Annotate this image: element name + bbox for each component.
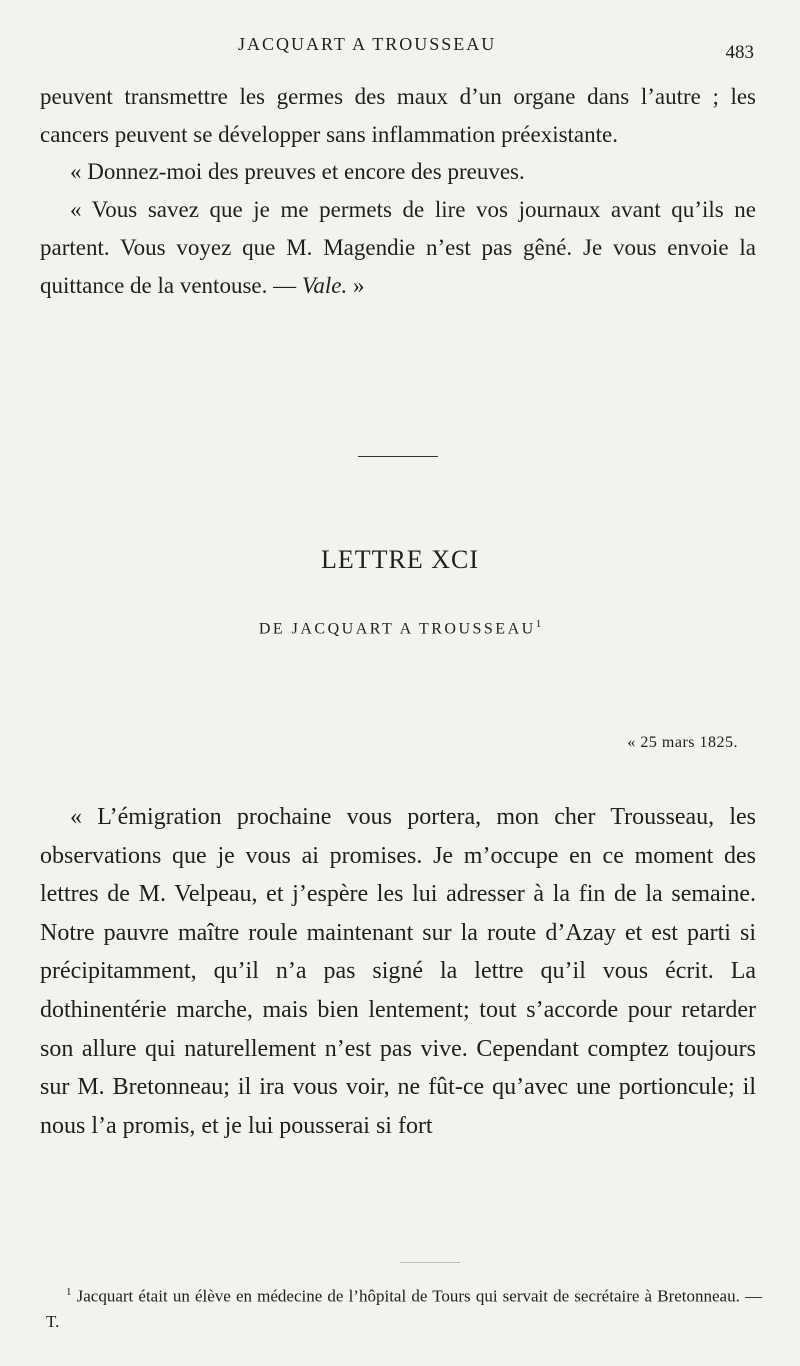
running-head <box>0 34 800 63</box>
footnote <box>46 1280 762 1334</box>
section-separator <box>358 456 438 457</box>
letter-subtitle <box>0 618 800 638</box>
paragraph: « L’émigration prochaine vous portera, mon cher Trousseau, les observations que je vous ai promises. Je m’occupe en ce moment des lettres de M. Velpeau, et j’espère les lui adresser à la fin de la semaine. Notre pauvre maître roule maintenant sur la route d’Azay et est parti si précipitamment, qu’il n’a pas signé la lettre qu’il vous écrit. La dothinentérie marche, mais bien lentement; tout s’accorde pour retarder son allure qui naturellement n’est pas vive. Cependant comptez toujours sur M. Bretonneau; il ira vous voir, ne fût-ce qu’avec une portioncule; il nous l’a promis, et je lui pousserai si fort <box>40 804 756 1139</box>
paragraph <box>40 191 756 304</box>
paragraph-text: « Vous savez que je me permets de lire vos journaux avant qu’ils ne partent. Vous voyez que M. Magendie n’est pas gêné. Je vous envoie la quittance de la ventouse. — <box>40 197 756 298</box>
footnote-text: Jacquart était un élève en médecine de l’hôpital de Tours qui servait de secrétaire à Bretonneau. — T. <box>46 1286 762 1331</box>
footnote-marker: 1 <box>66 1286 72 1298</box>
running-title: JACQUART A TROUSSEAU <box>238 34 497 54</box>
letter-date: « 25 mars 1825. <box>627 734 738 751</box>
continued-text <box>40 78 756 304</box>
footnote-rule <box>400 1262 460 1263</box>
footnote-paragraph <box>46 1280 762 1334</box>
paragraph: peuvent transmettre les germes des maux d’un organe dans l’autre ; les cancers peuvent se développer sans inflammation préexistante. <box>40 84 756 147</box>
closing-quote: » <box>347 272 365 298</box>
letter-subtitle-text: DE JACQUART A TROUSSEAU <box>258 620 536 638</box>
closing-word: Vale. <box>301 272 348 298</box>
paragraph: « Donnez-moi des preuves et encore des preuves. <box>70 159 525 185</box>
footnote-reference: 1 <box>535 618 542 630</box>
page-number: 483 <box>725 42 754 63</box>
letter-title: LETTRE XCI <box>320 545 480 574</box>
letter-body <box>40 798 756 1145</box>
